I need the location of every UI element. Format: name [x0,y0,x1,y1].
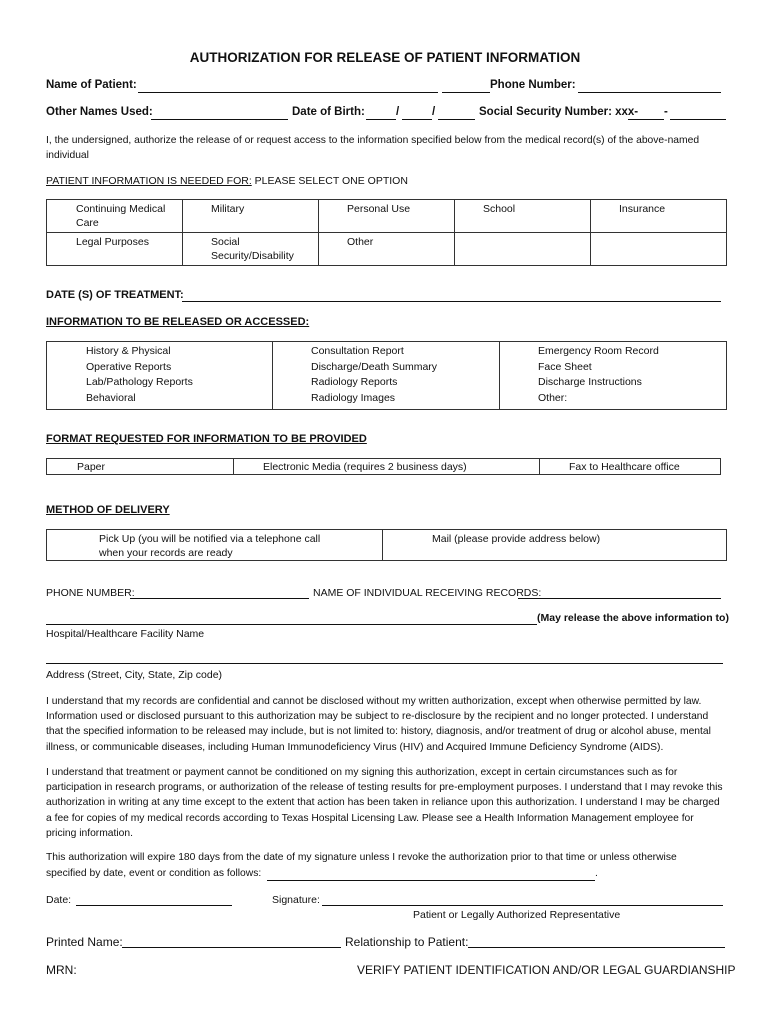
purpose-table [46,199,727,266]
may-release-text: (May release the above information to) [537,612,729,624]
info-option-discharge-instructions[interactable]: Discharge Instructions [538,376,642,388]
mrn-label: MRN: [46,963,77,977]
delivery-option-mail[interactable]: Mail (please provide address below) [383,530,727,561]
verify-identification-text: VERIFY PATIENT IDENTIFICATION AND/OR LEGAL GUARDIANSHIP [357,963,736,977]
printed-name-label: Printed Name: [46,935,123,949]
relationship-field[interactable] [468,947,725,948]
legal-paragraph-1: I understand that my records are confidential and cannot be disclosed without my written authorization, except when otherwise permitted by law. Information used or disclosed pursuant to this authorization may be subject to re-disclosure by the recipient and no longer protected. I understand that the specified information to be released may include, but is not limited to: history, diagnosis, and/or treatment of drug or alcohol abuse, mental illness, or communicable diseases, including Human Immunodeficiency Virus (HIV) and Acquired Immune Deficiency Syndrome (AIDS). [46,696,711,753]
expiry-text-line-2: specified by date, event or condition as follows: [46,868,262,879]
dob-year-field[interactable] [438,119,475,120]
facility-name-field[interactable] [46,624,537,625]
purpose-option-personal-use[interactable]: Personal Use [319,200,455,233]
ssn-middle-field[interactable] [628,119,664,120]
purpose-empty-cell [591,233,727,266]
intro-text: I, the undersigned, authorize the release of or request access to the information specified below from the medical record(s) of the above-named individual [46,135,700,162]
recipient-name-field[interactable] [518,598,721,599]
info-table [46,341,727,410]
info-column-1 [47,342,273,410]
recipient-phone-field[interactable] [130,598,309,599]
dob-month-field[interactable] [366,119,396,120]
format-option-paper[interactable]: Paper [47,459,234,475]
format-table [46,458,721,475]
ssn-last-field[interactable] [670,119,726,120]
info-heading: INFORMATION TO BE RELEASED OR ACCESSED: [46,316,310,328]
recipient-name-label: NAME OF INDIVIDUAL RECEIVING RECORDS: [313,587,542,599]
purpose-empty-cell [455,233,591,266]
date-field[interactable] [76,905,232,906]
dob-label: Date of Birth: [292,106,365,118]
expiry-period: . [595,868,598,879]
dob-day-field[interactable] [402,119,432,120]
phone-number-field[interactable] [578,92,721,93]
format-option-electronic[interactable]: Electronic Media (requires 2 business days) [234,459,540,475]
legal-paragraph-2: I understand that treatment or payment cannot be conditioned on my signing this authorization, except in certain circumstances such as for participation in research programs, or authorization of the release of testing results for pre-employment purposes. I understand that I may revoke this authorization in writing at any time except to the extent that action has been taken in reliance upon this authorization. I understand I may be charged a fee for copies of my medical records according to Texas Hospital Licensing Law. Please see a Health Information Management employee for pricing information. [46,767,723,839]
info-option-lab-pathology[interactable]: Lab/Pathology Reports [86,376,193,388]
ssn-label: Social Security Number: xxx- [479,106,639,118]
purpose-option-social-security[interactable]: Social Security/Disability [183,233,319,266]
patient-name-label: Name of Patient: [46,79,137,91]
info-option-radiology-images[interactable]: Radiology Images [311,391,396,404]
info-option-er-record[interactable]: Emergency Room Record [538,345,659,357]
info-option-face-sheet[interactable]: Face Sheet [538,360,592,373]
info-option-consultation[interactable]: Consultation Report [311,345,404,357]
page-title: AUTHORIZATION FOR RELEASE OF PATIENT INFORMATION [189,50,581,65]
purpose-option-military[interactable]: Military [183,200,319,233]
delivery-option-pickup[interactable]: Pick Up (you will be notified via a telephone call when your records are ready [47,530,383,561]
purpose-heading [46,175,408,187]
printed-name-field[interactable] [122,947,341,948]
info-option-history-physical[interactable]: History & Physical [86,345,171,357]
signature-field[interactable] [322,905,723,906]
expiry-text-line-1: This authorization will expire 180 days from the date of my signature unless I revoke the authorization prior to that time or unless otherwise [46,852,677,863]
date-label: Date: [46,894,72,906]
signature-caption: Patient or Legally Authorized Representative [413,909,621,921]
other-names-label: Other Names Used: [46,106,153,118]
purpose-option-insurance[interactable]: Insurance [591,200,727,233]
info-option-discharge-summary[interactable]: Discharge/Death Summary [311,360,438,373]
expiry-condition-field[interactable] [267,880,595,881]
purpose-option-school[interactable]: School [455,200,591,233]
phone-number-label: Phone Number: [490,79,576,91]
other-names-field[interactable] [151,119,288,120]
treatment-dates-label: DATE (S) OF TREATMENT: [46,289,184,301]
purpose-heading-underlined: PATIENT INFORMATION IS NEEDED FOR: [46,175,252,187]
info-option-operative-reports[interactable]: Operative Reports [86,360,172,373]
patient-name-field[interactable] [138,92,438,93]
info-option-other[interactable]: Other: [538,391,568,404]
treatment-dates-field[interactable] [182,301,721,302]
delivery-table [46,529,727,561]
signature-label: Signature: [272,894,320,906]
info-option-behavioral[interactable]: Behavioral [86,391,136,404]
address-field[interactable] [46,663,723,664]
purpose-option-other[interactable]: Other [319,233,455,266]
recipient-phone-label: PHONE NUMBER: [46,587,135,599]
facility-name-label: Hospital/Healthcare Facility Name [46,628,205,640]
purpose-heading-rest: PLEASE SELECT ONE OPTION [251,175,408,187]
purpose-option-legal[interactable]: Legal Purposes [47,233,183,266]
info-option-radiology-reports[interactable]: Radiology Reports [311,376,398,388]
relationship-label: Relationship to Patient: [345,935,469,949]
delivery-heading: METHOD OF DELIVERY [46,504,170,516]
info-column-3 [500,342,727,410]
ssn-dash: - [664,106,668,118]
format-option-fax[interactable]: Fax to Healthcare office [540,459,721,475]
address-label: Address (Street, City, State, Zip code) [46,669,223,681]
dob-slash-2: / [432,106,436,118]
info-column-2 [273,342,500,410]
dob-slash-1: / [396,106,400,118]
format-heading: FORMAT REQUESTED FOR INFORMATION TO BE PROVIDED [46,433,367,445]
purpose-option-continuing-care[interactable]: Continuing Medical Care [47,200,183,233]
patient-name-field-2[interactable] [442,92,490,93]
